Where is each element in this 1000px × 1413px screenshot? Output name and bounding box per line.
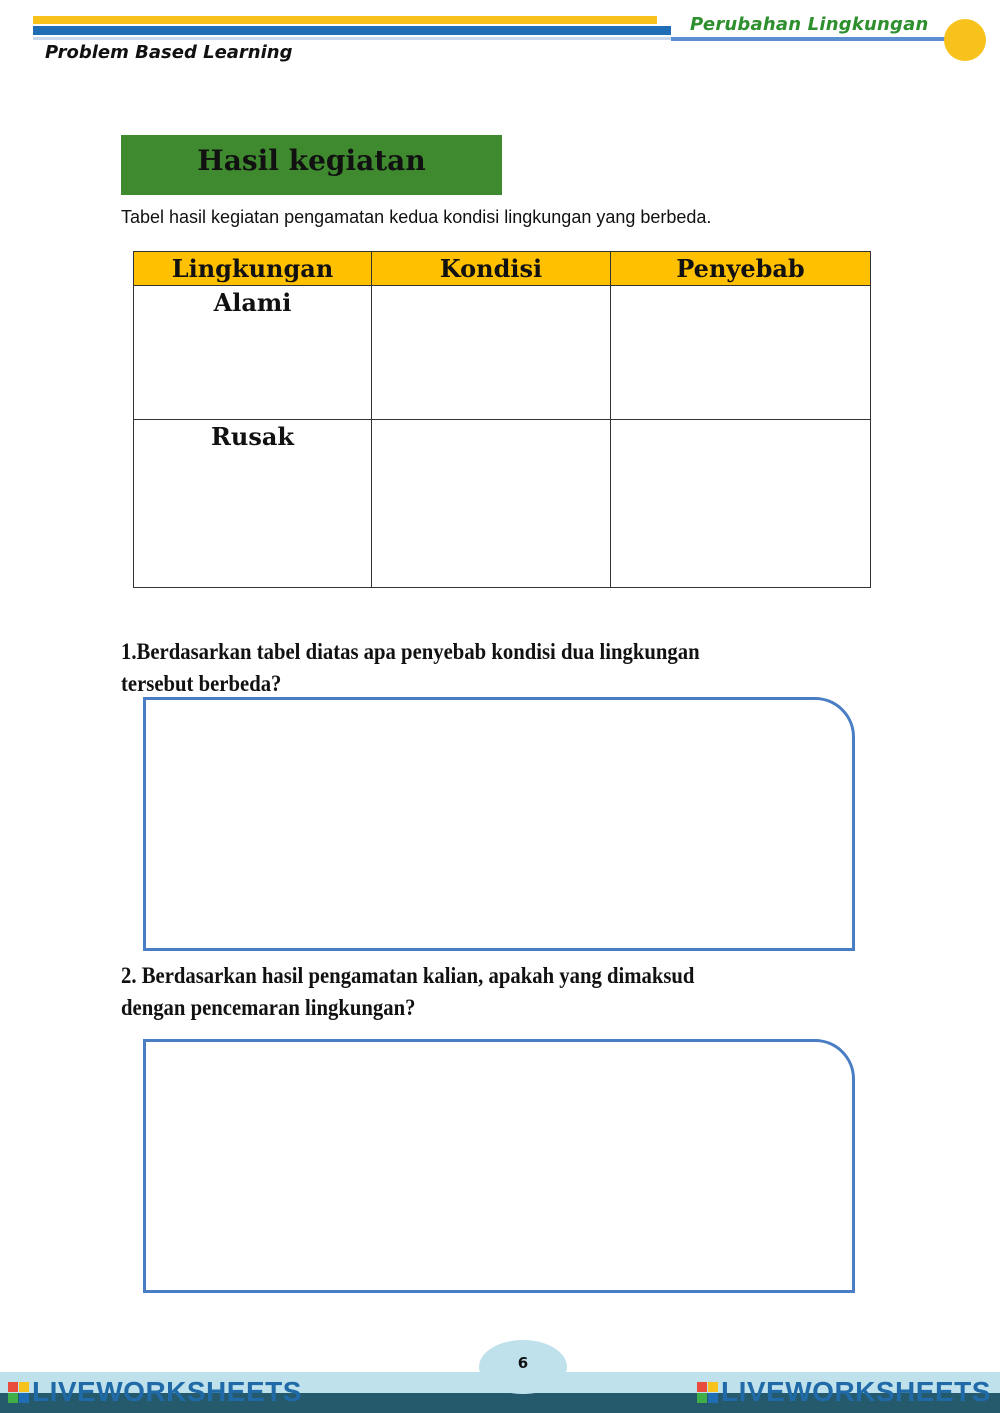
kondisi-cell[interactable]: [372, 286, 611, 420]
header-light-line: [33, 37, 671, 40]
answer-box-1[interactable]: [143, 697, 855, 951]
question-2: 2. Berdasarkan hasil pengamatan kalian, apakah yang dimaksud dengan pencemaran lingkungan?: [121, 963, 695, 1020]
footer-brand-text: LIVEWORKSHEETS: [32, 1376, 302, 1407]
penyebab-cell[interactable]: [611, 286, 871, 420]
row-label: Rusak: [210, 422, 295, 451]
header-yellow-bar: [33, 16, 657, 24]
column-header-kondisi: Kondisi: [372, 252, 611, 286]
liveworksheets-logo-icon: [697, 1382, 718, 1403]
header-subtitle: Problem Based Learning: [45, 42, 293, 63]
column-header-lingkungan: Lingkungan: [134, 252, 372, 286]
section-intro: Tabel hasil kegiatan pengamatan kedua kondisi lingkungan yang berbeda.: [121, 207, 712, 227]
row-label-cell: [134, 286, 372, 420]
table-row: [134, 420, 871, 588]
footer-brand-left: [8, 1376, 302, 1408]
section-banner: [121, 135, 502, 195]
page-number: 6: [517, 1354, 529, 1372]
answer-box-2[interactable]: [143, 1039, 855, 1293]
liveworksheets-logo-icon: [8, 1382, 29, 1403]
row-label: Alami: [213, 288, 292, 317]
sun-circle-icon: [944, 19, 986, 61]
column-header-penyebab: Penyebab: [611, 252, 871, 286]
kondisi-cell[interactable]: [372, 420, 611, 588]
header-title: Perubahan Lingkungan: [690, 14, 929, 35]
table-row: [134, 286, 871, 420]
header-blue-bar: [33, 26, 671, 35]
footer-brand-text: LIVEWORKSHEETS: [721, 1376, 991, 1407]
footer-brand-right: [697, 1376, 991, 1408]
question-1: 1.Berdasarkan tabel diatas apa penyebab kondisi dua lingkungan tersebut berbeda?: [121, 639, 700, 696]
penyebab-cell[interactable]: [611, 420, 871, 588]
table-header-row: [134, 252, 871, 286]
page-number-badge: [479, 1340, 567, 1394]
observation-table: [133, 251, 871, 588]
row-label-cell: [134, 420, 372, 588]
header-thin-line: [671, 37, 953, 41]
section-title: Hasil kegiatan: [197, 143, 426, 177]
